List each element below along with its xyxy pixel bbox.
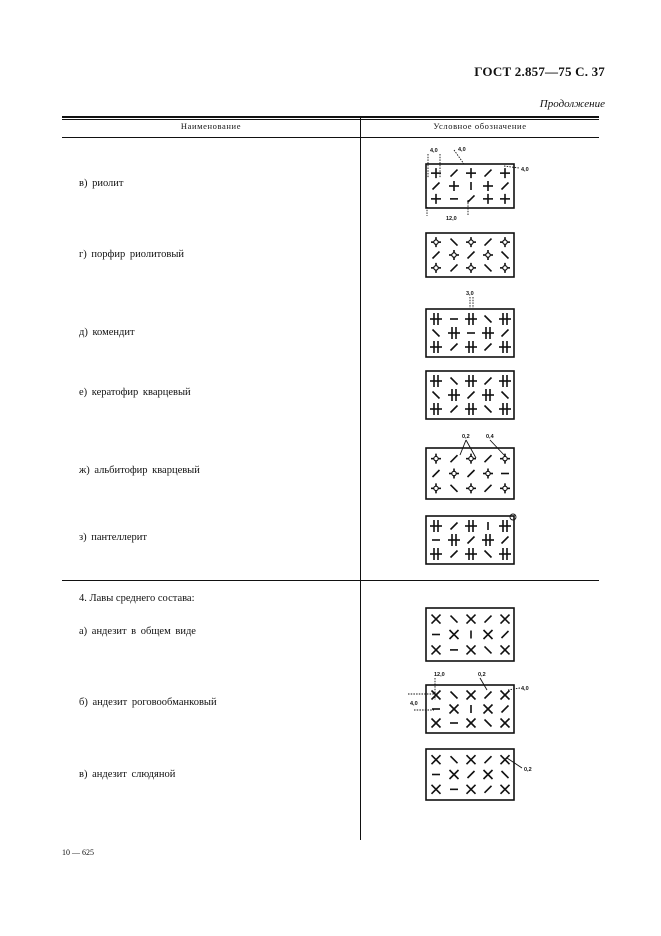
dim-rhyolite-3: 4,0 — [521, 167, 529, 173]
column-header-symbol: Условное обозначение — [433, 121, 527, 131]
dim-rhyolite-4: 12,0 — [446, 216, 457, 222]
row-label-rhyolite-porphyry: г) порфир риолитовый — [79, 249, 185, 260]
row-label-hornblende-andesite: б) андезит роговообманковый — [79, 697, 217, 708]
page-header-title: ГОСТ 2.857—75 С. 37 — [474, 64, 605, 79]
row-label-quartz-albitophyre: ж) альбитофир кварцевый — [79, 465, 200, 476]
dim-comendite-1: 3,0 — [466, 291, 474, 297]
dim-rhyolite-1: 4,0 — [430, 148, 438, 154]
row-label-rhyolite: в) риолит — [79, 178, 124, 189]
row-label-comendite: д) комендит — [79, 327, 135, 338]
dim-hornblende-1: 12,0 — [434, 672, 445, 678]
dim-albitophyre-1: 0,2 — [462, 434, 470, 440]
row-label-mica-andesite: в) андезит слюдяной — [79, 769, 176, 780]
continuation-label: Продолжение — [539, 98, 605, 110]
dim-hornblende-4: 4,0 — [410, 701, 418, 707]
row-label-andesite: а) андезит в общем виде — [79, 626, 196, 637]
dim-rhyolite-2: 4,0 — [458, 147, 466, 153]
dim-hornblende-3: 4,0 — [521, 686, 529, 692]
footer-code: 10 — 625 — [62, 848, 94, 857]
row-label-pantellerite: з) пантеллерит — [79, 532, 148, 543]
row-label-quartz-keratophyre: е) кератофир кварцевый — [79, 387, 191, 398]
column-header-name: Наименование — [180, 121, 242, 131]
dim-mica-1: 0,2 — [524, 767, 532, 773]
section-title-intermediate-lavas: 4. Лавы среднего состава: — [79, 593, 195, 604]
dim-albitophyre-2: 0,4 — [486, 434, 494, 440]
dim-hornblende-2: 0,2 — [478, 672, 486, 678]
